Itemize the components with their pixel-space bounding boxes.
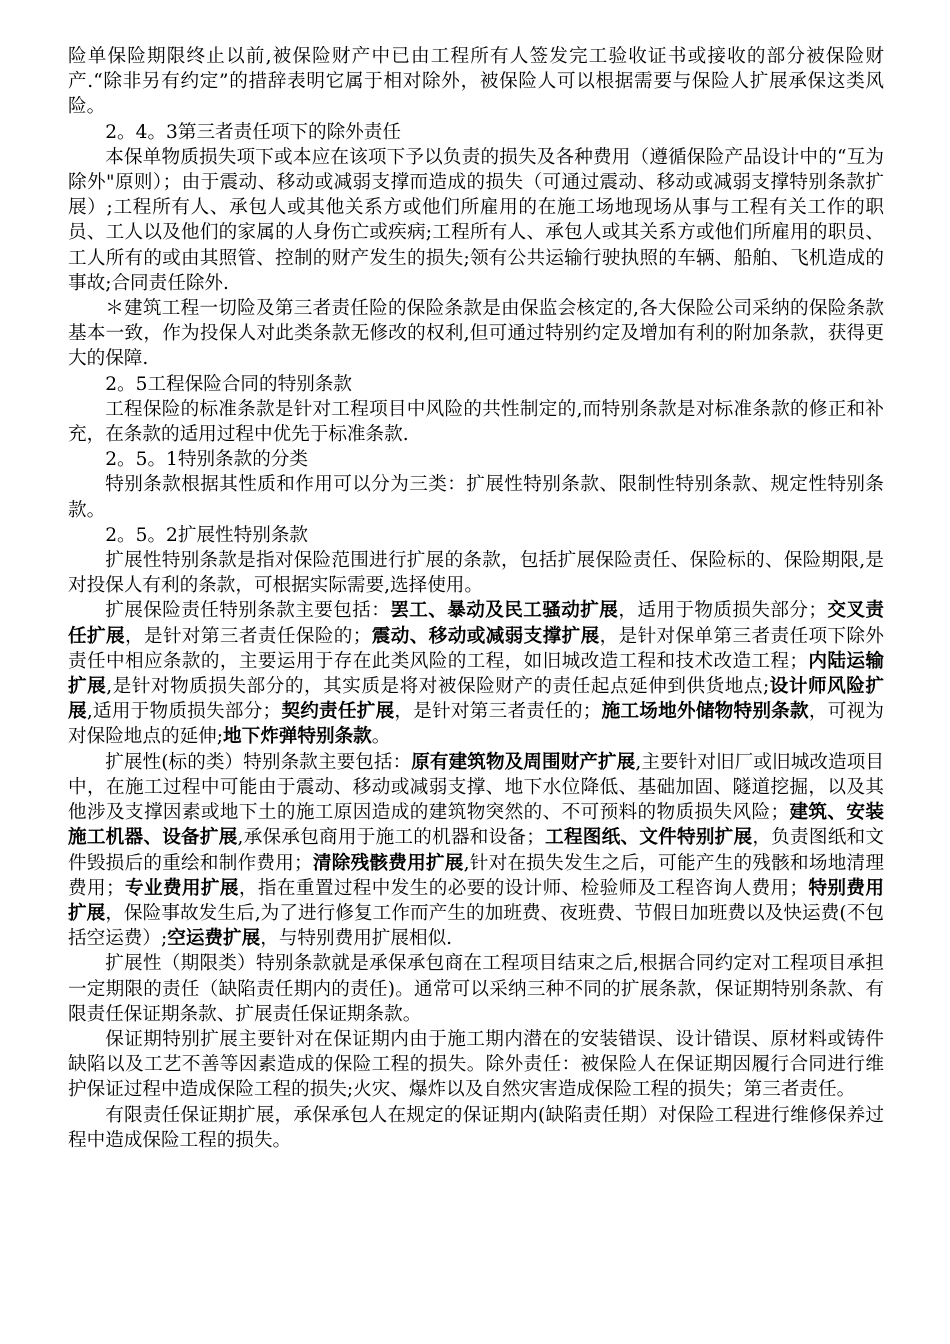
paragraph [68, 296, 884, 372]
text-run: 本保单物质损失项下或本应在该项下予以负责的损失及各种费用（遵循保险产品设计中的“互为除外"原则）；由于震动、移动或减弱支撑而造成的损失（可通过震动、移动或减弱支撑特别条款扩展）;工程所有人、承包人或其他关系方或他们所雇用的在施工场地现场从事与工程有关工作的职员、工人以及他们的家属的人身伤亡或疾病;工程所有人、承包人或其关系方或他们所雇用的职员、工人所有的或由其照管、控制的财产发生的损失;领有公共运输行驶执照的车辆、船舶、飞机造成的事故;合同责任除外. [68, 146, 884, 294]
bold-term: 工程图纸、文件特别扩展 [544, 827, 753, 849]
text-run: ，是针对保单第三者责任项下除外责任中相应条款的，主要运用于存在此类风险的工程，如旧城改造工程和技术改造工程； [68, 625, 884, 672]
paragraph [68, 951, 884, 1027]
text-run: 2。5工程保险合同的特别条款 [105, 373, 352, 395]
paragraph [68, 598, 884, 749]
text-run: 扩展性（期限类）特别条款就是承保承包商在工程项目结束之后,根据合同约定对工程项目承担一定期限的责任（缺陷责任期内的责任)。通常可以采纳三种不同的扩展条款，保证期特别条款、有限责任保证期条款、扩展责任保证期条款。 [68, 953, 884, 1025]
paragraph [68, 372, 884, 397]
text-run: 保证期特别扩展主要针对在保证期内由于施工期内潜在的安装错误、设计错误、原材料或铸件缺陷以及工艺不善等因素造成的保险工程的损失。除外责任：被保险人在保证期因履行合同进行维护保证过程中造成保险工程的损失;火灾、爆炸以及自然灾害造成保险工程的损失；第三者责任。 [68, 1028, 884, 1101]
paragraph [68, 447, 884, 472]
text-run: ,适用于物质损失部分； [86, 701, 282, 723]
text-run: ，保险事故发生后,为了进行修复工作而产生的加班费、夜班费、节假日加班费以及快运费(不包括空运费）; [68, 902, 884, 950]
paragraph [68, 472, 884, 522]
text-run: ,针对在损失发生之后，可能产生的残骸和场地清理费用； [68, 852, 884, 899]
bold-term: 罢工、暴动及民工骚动扩展 [390, 600, 619, 622]
bold-term: 交叉责任扩展 [68, 600, 884, 647]
text-run: ，是针对第三者责任的； [394, 701, 602, 723]
bold-term: 清除残骸费用扩展 [312, 852, 464, 874]
bold-term: 震动、移动或减弱支撑扩展 [371, 625, 600, 647]
paragraph [68, 145, 884, 296]
text-run: 2。4。3第三者责任项下的除外责任 [105, 121, 401, 143]
bold-term: 内陆运输扩展 [68, 650, 884, 698]
bold-term: 设计师风险扩展 [68, 676, 884, 723]
text-run: 扩展性特别条款是指对保险范围进行扩展的条款，包括扩展保险责任、保险标的、保险期限,是对投保人有利的条款，可根据实际需要,选择使用。 [68, 550, 884, 597]
text-run: ，与特别费用扩展相似. [260, 928, 453, 950]
text-run: ，指在重置过程中发生的必要的设计师、检验师及工程咨询人费用； [238, 877, 809, 899]
text-run: ,主要针对旧厂或旧城改造项目中，在施工过程中可能由于震动、移动或减弱支撑、地下水位降低、基础加固、隧道挖掘，以及其他涉及支撑因素或地下土的施工原因造成的建筑物突然的、不可预料的物质损失风险； [68, 751, 884, 824]
text-run: ＊建筑工程一切险及第三者责任险的保险条款是由保监会核定的,各大保险公司采纳的保险条款基本一致，作为投保人对此类条款无修改的权利,但可通过特别约定及增加有利的附加条款，获得更大的保障. [68, 298, 884, 370]
bold-term: 建筑、安装施工机器、设备扩展 [68, 802, 884, 849]
document-page [68, 44, 884, 1153]
text-run: ，适用于物质损失部分； [618, 600, 827, 622]
text-run: 有限责任保证期扩展，承保承包人在规定的保证期内(缺陷责任期）对保险工程进行维修保养过程中造成保险工程的损失。 [68, 1104, 884, 1151]
paragraph [68, 44, 884, 120]
bold-term: 地下炸弹特别条款 [223, 726, 372, 748]
paragraph [68, 750, 884, 952]
text-run: 工程保险的标准条款是针对工程项目中风险的共性制定的,而特别条款是对标准条款的修正和补充，在条款的适用过程中优先于标准条款. [68, 398, 884, 446]
paragraph [68, 120, 884, 145]
text-run: ，是针对第三者责任保险的； [124, 625, 372, 647]
text-run: 扩展性(标的类）特别条款主要包括： [105, 751, 412, 773]
text-run: 特别条款根据其性质和作用可以分为三类：扩展性特别条款、限制性特别条款、规定性特别条款。 [68, 474, 884, 521]
text-run: 2。5。1特别条款的分类 [105, 449, 309, 471]
text-run: 扩展保险责任特别条款主要包括： [105, 600, 391, 622]
text-run: ，可视为对保险地点的延伸; [68, 701, 884, 748]
bold-term: 契约责任扩展 [281, 701, 395, 723]
text-run: 2。5。2扩展性特别条款 [105, 524, 309, 546]
paragraph [68, 548, 884, 598]
text-run: 险单保险期限终止以前,被保险财产中已由工程所有人签发完工验收证书或接收的部分被保险财产.“除非另有约定”的措辞表明它属于相对除外，被保险人可以根据需要与保险人扩展承保这类风险。 [68, 46, 884, 118]
bold-term: 专业费用扩展 [124, 877, 239, 899]
bold-term: 空运费扩展 [167, 928, 261, 950]
text-run: ,承保承包商用于施工的机器和设备； [237, 827, 545, 849]
text-run: ,是针对物质损失部分的，其实质是将对被保险财产的责任起点延伸到供货地点; [106, 676, 770, 698]
paragraph [68, 397, 884, 447]
text-run: ，负责图纸和文件毁损后的重绘和制作费用； [68, 827, 884, 874]
paragraph [68, 1027, 884, 1103]
bold-term: 原有建筑物及周围财产扩展 [411, 751, 636, 773]
paragraph [68, 1103, 884, 1153]
text-run: 。 [371, 726, 391, 748]
paragraph [68, 523, 884, 548]
bold-term: 特别费用扩展 [68, 877, 884, 924]
bold-term: 施工场地外储物特别条款 [601, 701, 809, 723]
